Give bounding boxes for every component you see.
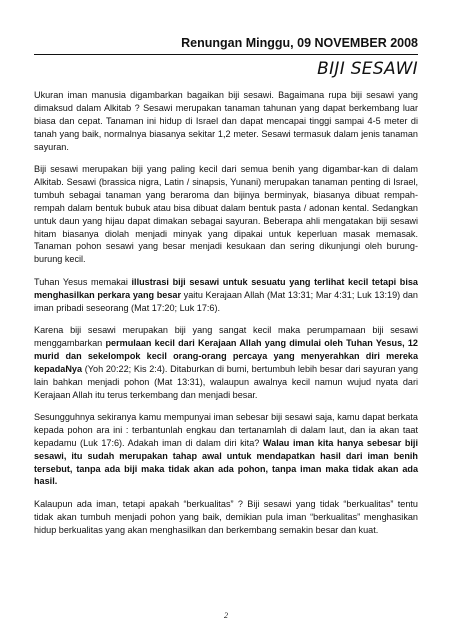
paragraph-1: Ukuran iman manusia digambarkan bagaikan biji sesawi. Bagaimana rupa biji sesawi yang dimaksud dalam Alkitab ? Sesawi merupakan tanaman tahunan yang dapat berkembang luar biasa dan cepat. Tanaman ini hidup di Israel dan dapat mencapai tinggi sampai 4-5 meter di tanah yang baik, normalnya biasanya sekitar 1,2 meter. Sesawi termasuk dalam jenis tanaman sayuran. <box>34 90 418 152</box>
sermon-date: Renungan Minggu, 09 NOVEMBER 2008 <box>181 36 418 50</box>
paragraph-5-text-a: Sesungguhnya sekiranya kamu mempunyai iman sebesar biji sesawi saja, kamu dapat berkata kepada pohon ara ini : terbantunlah engkau dan tertanamlah di dalam laut, dan ia akan taat kepadamu (Luk 17:6). Adakah iman di dalam diri kita? <box>34 411 418 448</box>
page-header <box>34 36 418 79</box>
paragraph-3-text-c: yaitu Kerajaan Allah (Mat 13:31; Mar 4:31; Luk 13:19) dan iman pribadi seseorang (Mat 17:20; Luk 17:6). <box>34 289 418 313</box>
article-title: BIJI SESAWI <box>317 59 418 79</box>
header-rule <box>34 54 418 55</box>
article-body <box>34 89 418 546</box>
paragraph-4-bold: permulaan kecil dari Kerajaan Allah yang dimulai oleh Tuhan Yesus, 12 murid dan sekelompok kecil orang-orang percaya yang menyerahkan diri mereka kepadaNya <box>34 337 418 374</box>
paragraph-3-bold: illustrasi biji sesawi untuk sesuatu yang terlihat kecil tetapi bisa menghasilkan perkara yang besar <box>34 276 418 300</box>
paragraph-4-text-a: Karena biji sesawi merupakan biji yang sangat kecil maka perumpamaan biji sesawi menggambarkan <box>34 325 418 348</box>
paragraph-6: Kalaupun ada iman, tetapi apakah “berkualitas” ? Biji sesawi yang tidak “berkualitas” tentu tidak akan tumbuh menjadi pohon yang baik, demikian pula iman “berkualitas” menghasikan hidup berkualitas yang akan menghasilkan dan berkembang semakin besar dan kuat. <box>34 498 418 535</box>
page-number: 2 <box>224 611 228 620</box>
paragraph-5-bold: Walau iman kita hanya sebesar biji sesawi, itu sudah merupakan tahap awal untuk mendapatkan hasil dari iman benih tersebut, tanpa ada biji maka tidak akan ada pohon, tanpa iman maka tidak akan ada hasil. <box>34 437 418 487</box>
paragraph-5 <box>34 411 418 488</box>
paragraph-3-text-a: Tuhan Yesus memakai <box>34 276 132 287</box>
paragraph-4-text-c: (Yoh 20:22; Kis 2:4). Ditaburkan di bumi, bertumbuh lebih besar dari sayuran yang lain bahkan menjadi pohon (Mat 13:31), walaupun awalnya kecil namun wujud nyata dari Kerajaan Allah itu terus terkembang dan menjadi besar. <box>34 363 418 400</box>
paragraph-3 <box>34 276 418 315</box>
paragraph-2: Biji sesawi merupakan biji yang paling kecil dari semua benih yang digambar-kan di dalam Alkitab. Sesawi (brassica nigra, Latin / sinapsis, Yunani) merupakan tanaman penting di Israel, tumbuh sebagai tanaman yang beraroma dan bijinya berminyak, biasanya dibuat rempah-rempah dalam bentuk bubuk atau bisa dibuat dalam bentuk pasta / adonan kental. Sedangkan untuk daun yang hijau dapat dimakan sebagai sayuran. Beberapa ahli mengatakan biji sesawi hitam biasanya diolah menjadi minyak yang dipakai untuk keperluan masak memasak. Tanaman pohon sesawi yang besar menjadi kesukaan dan sering dikunjungi oleh burung-burung kecil. <box>34 164 418 265</box>
paragraph-4 <box>34 324 418 401</box>
